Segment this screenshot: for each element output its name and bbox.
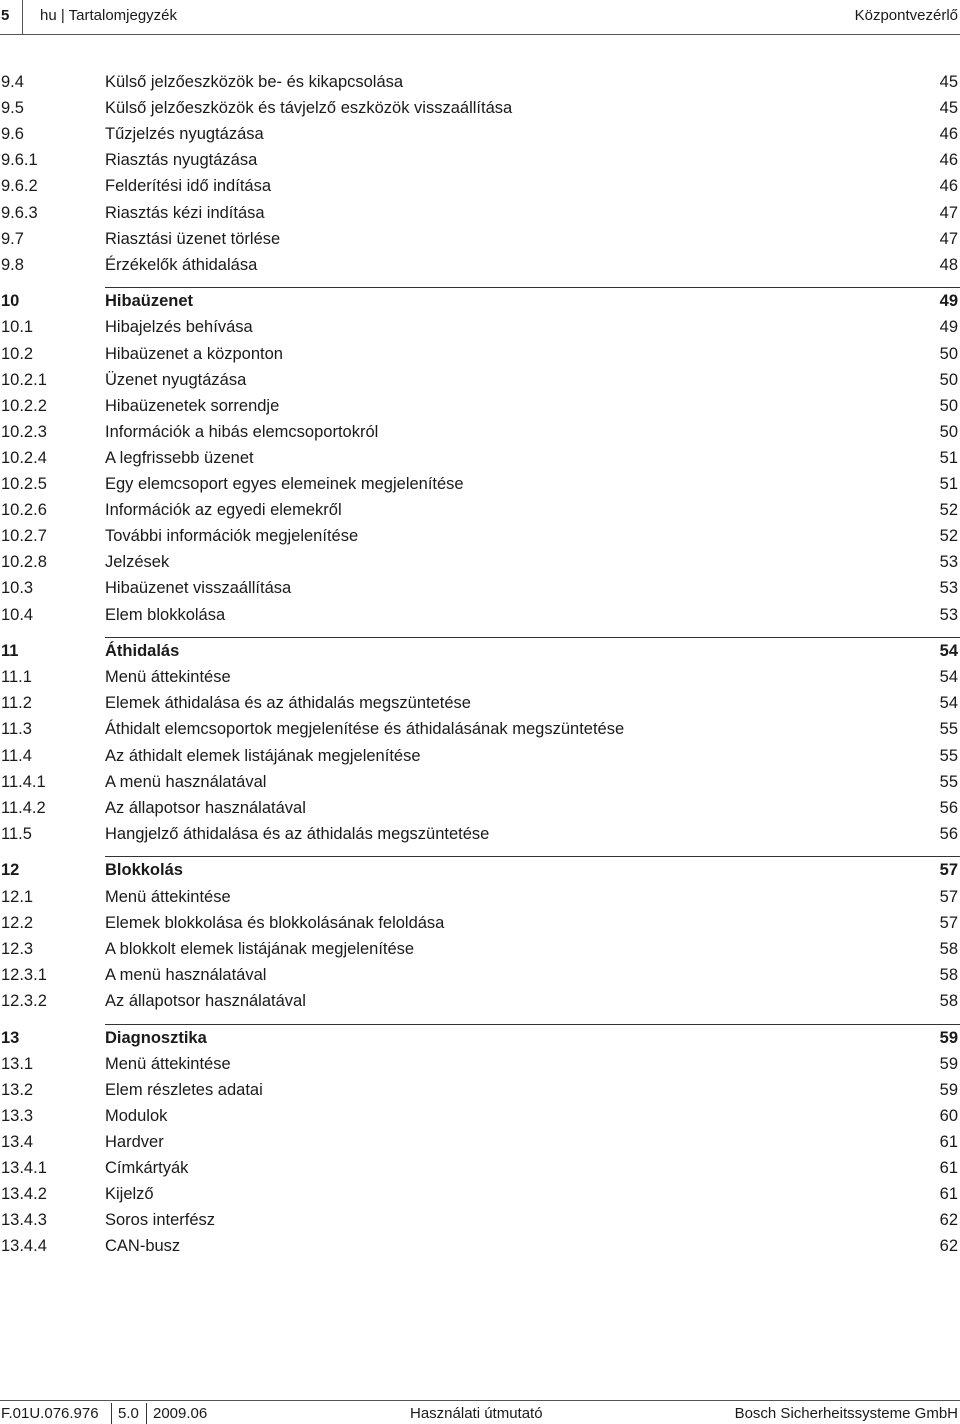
entry-title: Menü áttekintése <box>105 887 231 906</box>
toc-entry[interactable] <box>0 96 960 120</box>
entry-page: 62 <box>939 1237 958 1256</box>
entry-title: Hibaüzenetek sorrendje <box>105 396 280 415</box>
toc-entry[interactable] <box>0 1078 960 1102</box>
entry-title: Hibaüzenet <box>105 292 194 311</box>
entry-title: Riasztás nyugtázása <box>105 151 258 170</box>
entry-number: 13.3 <box>1 1106 34 1125</box>
entry-page: 57 <box>939 887 958 906</box>
entry-page: 50 <box>939 396 958 415</box>
entry-number: 11.4.2 <box>1 798 46 817</box>
entry-number: 10.2.1 <box>1 370 47 389</box>
toc-entry[interactable] <box>0 744 960 768</box>
toc-entry[interactable] <box>0 911 960 935</box>
header-divider <box>22 0 23 34</box>
entry-page: 50 <box>939 344 958 363</box>
entry-page: 55 <box>939 772 958 791</box>
entry-page: 47 <box>939 229 958 248</box>
entry-number: 10.2 <box>1 344 34 363</box>
entry-title: Hibaüzenet visszaállítása <box>105 579 292 598</box>
footer-date: 2009.06 <box>153 1405 208 1422</box>
entry-page: 62 <box>939 1211 958 1230</box>
entry-title: Érzékelők áthidalása <box>105 255 258 274</box>
toc-entry[interactable] <box>0 1234 960 1258</box>
toc-entry[interactable] <box>0 227 960 251</box>
entry-number: 9.6.2 <box>1 177 38 196</box>
toc-entry[interactable] <box>0 989 960 1013</box>
entry-title: Kijelző <box>105 1185 154 1204</box>
entry-number: 12.3.2 <box>1 991 47 1010</box>
entry-number: 11.4 <box>1 746 32 765</box>
entry-page: 50 <box>939 370 958 389</box>
footer-divider <box>111 1403 112 1424</box>
toc-entry[interactable] <box>0 498 960 522</box>
toc-entry[interactable] <box>0 315 960 339</box>
entry-title: A menü használatával <box>105 965 267 984</box>
toc-entry[interactable] <box>0 963 960 987</box>
entry-page: 57 <box>939 913 958 932</box>
toc-entry[interactable] <box>0 1208 960 1232</box>
entry-title: Soros interfész <box>105 1211 216 1230</box>
entry-title: Modulok <box>105 1106 168 1125</box>
entry-page: 59 <box>939 1054 958 1073</box>
entry-number: 9.5 <box>1 99 24 118</box>
entry-number: 13.4 <box>1 1132 34 1151</box>
entry-title: Elem blokkolása <box>105 605 226 624</box>
entry-page: 49 <box>939 292 958 311</box>
toc-entry[interactable] <box>0 524 960 548</box>
entry-title: CAN-busz <box>105 1237 181 1256</box>
entry-page: 45 <box>939 73 958 91</box>
entry-number: 10.2.6 <box>1 501 47 520</box>
entry-page: 48 <box>939 255 958 274</box>
entry-number: 11.1 <box>1 668 32 687</box>
entry-number: 12.3 <box>1 939 34 958</box>
toc-entry[interactable] <box>0 368 960 392</box>
entry-title: A blokkolt elemek listájának megjelenítése <box>105 939 415 958</box>
entry-number: 11.5 <box>1 824 32 843</box>
entry-page: 46 <box>939 125 958 144</box>
entry-title: Jelzések <box>105 553 170 572</box>
header-title: hu | Tartalomjegyzék <box>40 7 178 24</box>
toc-entry[interactable] <box>0 472 960 496</box>
toc-entry[interactable] <box>0 937 960 961</box>
entry-number: 11.4.1 <box>1 772 46 791</box>
entry-page: 52 <box>939 501 958 520</box>
entry-title: Hibaüzenet a központon <box>105 344 283 363</box>
entry-title: Tűzjelzés nyugtázása <box>105 125 264 144</box>
entry-number: 10 <box>1 292 20 311</box>
entry-title: Menü áttekintése <box>105 668 231 687</box>
entry-number: 9.6.1 <box>1 151 38 170</box>
entry-page: 55 <box>939 746 958 765</box>
toc-entry[interactable] <box>0 1052 960 1076</box>
entry-page: 58 <box>939 991 958 1010</box>
entry-page: 45 <box>939 99 958 118</box>
entry-title: Információk az egyedi elemekről <box>105 501 342 520</box>
entry-title: Áthidalás <box>105 642 180 661</box>
entry-title: Diagnosztika <box>105 1028 207 1047</box>
toc-entry[interactable] <box>0 822 960 846</box>
entry-title: Külső jelzőeszközök és távjelző eszközök visszaállítása <box>105 99 513 118</box>
entry-title: Elemek blokkolása és blokkolásának feloldása <box>105 913 445 932</box>
entry-page: 54 <box>939 694 958 713</box>
entry-title: Üzenet nyugtázása <box>105 370 247 389</box>
entry-title: Elem részletes adatai <box>105 1080 263 1099</box>
entry-title: Hibajelzés behívása <box>105 318 253 337</box>
entry-number: 9.8 <box>1 255 24 274</box>
entry-number: 13.4.1 <box>1 1159 47 1177</box>
toc-chapter-row[interactable] <box>0 1026 960 1050</box>
toc-entry[interactable] <box>0 1130 960 1154</box>
entry-title: Elemek áthidalása és az áthidalás megszüntetése <box>105 694 471 713</box>
toc-entry[interactable] <box>0 885 960 909</box>
entry-number: 10.2.8 <box>1 553 47 572</box>
toc-entry[interactable] <box>0 770 960 794</box>
entry-number: 10.2.5 <box>1 475 47 493</box>
entry-page: 53 <box>939 579 958 598</box>
chapter-rule <box>105 856 960 857</box>
entry-page: 51 <box>939 448 958 467</box>
toc-entry[interactable] <box>0 122 960 146</box>
entry-title: Riasztás kézi indítása <box>105 203 265 222</box>
toc-entry[interactable] <box>0 665 960 689</box>
toc-entry[interactable] <box>0 691 960 715</box>
entry-number: 10.2.4 <box>1 448 47 467</box>
entry-number: 12.2 <box>1 913 34 932</box>
entry-page: 52 <box>939 527 958 546</box>
entry-title: Riasztási üzenet törlése <box>105 229 281 248</box>
entry-title: Információk a hibás elemcsoportokról <box>105 422 379 441</box>
page-footer <box>0 1400 960 1424</box>
toc-entry[interactable] <box>0 550 960 574</box>
entry-title: Menü áttekintése <box>105 1054 231 1073</box>
chapter-rule <box>105 287 960 288</box>
entry-title: Hardver <box>105 1132 164 1151</box>
entry-number: 13.4.4 <box>1 1237 47 1256</box>
entry-number: 10.2.3 <box>1 422 47 441</box>
entry-page: 50 <box>939 422 958 441</box>
entry-title: Áthidalt elemcsoportok megjelenítése és áthidalásának megszüntetése <box>105 720 625 739</box>
entry-page: 58 <box>939 939 958 958</box>
entry-title: Felderítési idő indítása <box>105 177 272 196</box>
entry-title: Egy elemcsoport egyes elemeinek megjelenítése <box>105 475 464 493</box>
toc-entry[interactable] <box>0 394 960 418</box>
entry-title: Az állapotsor használatával <box>105 991 306 1010</box>
footer-divider <box>146 1403 147 1424</box>
entry-number: 10.1 <box>1 318 34 337</box>
entry-page: 61 <box>939 1159 958 1177</box>
toc-entry[interactable] <box>0 1104 960 1128</box>
footer-version: 5.0 <box>118 1405 139 1422</box>
entry-title: Az áthidalt elemek listájának megjelenítése <box>105 746 421 765</box>
entry-number: 12 <box>1 861 20 880</box>
entry-page: 46 <box>939 151 958 170</box>
entry-page: 61 <box>939 1132 958 1151</box>
entry-number: 11.3 <box>1 720 32 739</box>
entry-number: 9.6.3 <box>1 203 38 222</box>
entry-title: Blokkolás <box>105 861 183 880</box>
entry-page: 57 <box>939 861 958 880</box>
toc-entry[interactable] <box>0 420 960 444</box>
page-number: 5 <box>1 7 10 24</box>
entry-number: 9.6 <box>1 125 24 144</box>
entry-page: 53 <box>939 553 958 572</box>
entry-title: Az állapotsor használatával <box>105 798 306 817</box>
entry-page: 49 <box>939 318 958 337</box>
toc-entry[interactable] <box>0 342 960 366</box>
entry-number: 9.7 <box>1 229 24 248</box>
entry-page: 59 <box>939 1028 958 1047</box>
entry-page: 54 <box>939 642 958 661</box>
entry-number: 13.4.3 <box>1 1211 47 1230</box>
entry-page: 56 <box>939 824 958 843</box>
entry-title: A menü használatával <box>105 772 267 791</box>
toc-entry[interactable] <box>0 717 960 741</box>
footer-doc-type: Használati útmutató <box>410 1405 543 1422</box>
entry-page: 55 <box>939 720 958 739</box>
entry-page: 53 <box>939 605 958 624</box>
chapter-rule <box>105 637 960 638</box>
entry-page: 59 <box>939 1080 958 1099</box>
entry-page: 46 <box>939 177 958 196</box>
entry-number: 13 <box>1 1028 20 1047</box>
page-header <box>0 0 960 35</box>
entry-number: 12.3.1 <box>1 965 47 984</box>
header-product: Központvezérlő <box>854 7 958 24</box>
entry-number: 11.2 <box>1 694 32 713</box>
toc-chapter-row[interactable] <box>0 289 960 313</box>
toc-entry[interactable] <box>0 174 960 198</box>
toc-entry[interactable] <box>0 1182 960 1206</box>
entry-page: 56 <box>939 798 958 817</box>
toc-entry[interactable] <box>0 603 960 627</box>
entry-title: További információk megjelenítése <box>105 527 359 546</box>
entry-title: Külső jelzőeszközök be- és kikapcsolása <box>105 73 404 91</box>
toc-entry[interactable] <box>0 796 960 820</box>
entry-number: 13.4.2 <box>1 1185 47 1204</box>
entry-title: Címkártyák <box>105 1159 189 1177</box>
entry-title: A legfrissebb üzenet <box>105 448 254 467</box>
toc-entry[interactable] <box>0 148 960 172</box>
toc-entry[interactable] <box>0 576 960 600</box>
footer-doc-id: F.01U.076.976 <box>1 1405 99 1422</box>
entry-number: 10.4 <box>1 605 34 624</box>
entry-number: 10.3 <box>1 579 34 598</box>
toc-chapter-row[interactable] <box>0 639 960 663</box>
entry-page: 47 <box>939 203 958 222</box>
toc-entry[interactable] <box>0 253 960 277</box>
entry-page: 58 <box>939 965 958 984</box>
entry-page: 51 <box>939 475 958 493</box>
toc-entry[interactable] <box>0 70 960 94</box>
entry-number: 10.2.2 <box>1 396 47 415</box>
toc-entry[interactable] <box>0 1156 960 1180</box>
toc-entry[interactable] <box>0 446 960 470</box>
entry-page: 54 <box>939 668 958 687</box>
entry-number: 10.2.7 <box>1 527 47 546</box>
entry-page: 61 <box>939 1185 958 1204</box>
entry-number: 9.4 <box>1 73 24 91</box>
chapter-rule <box>105 1024 960 1025</box>
entry-number: 11 <box>1 642 19 661</box>
toc-entry[interactable] <box>0 201 960 225</box>
footer-company: Bosch Sicherheitssysteme GmbH <box>734 1405 958 1422</box>
entry-title: Hangjelző áthidalása és az áthidalás megszüntetése <box>105 824 490 843</box>
entry-number: 13.2 <box>1 1080 34 1099</box>
entry-number: 12.1 <box>1 887 34 906</box>
entry-page: 60 <box>939 1106 958 1125</box>
entry-number: 13.1 <box>1 1054 34 1073</box>
toc-chapter-row[interactable] <box>0 858 960 882</box>
